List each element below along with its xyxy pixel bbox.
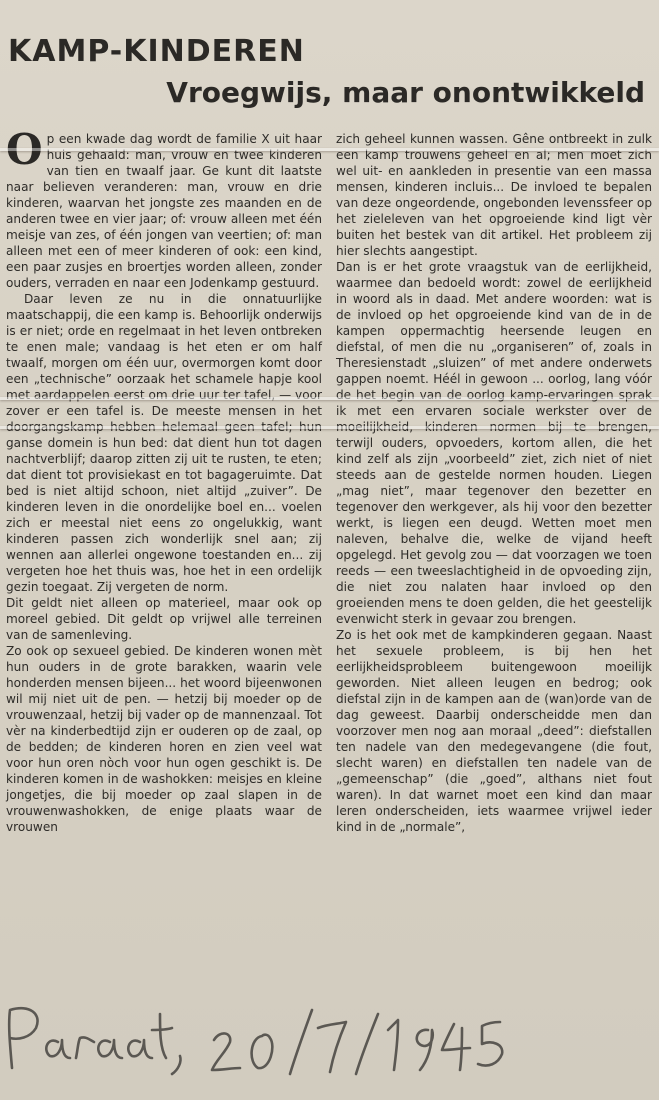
paragraph: Daar leven ze nu in die onnatuurlijke maatschappij, die een kamp is. Behoorlijk onderwijs is er niet; orde en regelmaat in het leven ontbreken te enen male; vandaag is het eten er om half twaalf, morgen om één uur, overmorgen komt door een „technische” oorzaak het schamele hapje kool met aardappelen eerst om drie uur ter tafel, — voor zover er een tafel is. De meeste mensen in het doorgangskamp hebben helemaal geen tafel; hun ganse domein is hun bed: dat dient hun tot dagen nachtverblijf; daarop zitten zij uit te rusten, te eten; dat dient tot provisiekast en tot bagageruimte. Dat bed is niet altijd schoon, niet altijd „zuiver”. De kinderen leven in die onordelijke boel en... voelen zich er meestal niet eens zo ongelukkig, want kinderen passen zich wonderlijk snel aan; zij wennen aan allerlei ongewone toestanden en... zij vergeten hoe het thuis was, hoe het in een ordelijk gezin toegaat. Zij vergeten de norm. — [6, 292, 322, 594]
paper-crease — [0, 148, 659, 151]
subheadline: Vroegwijs, maar onontwikkeld — [166, 76, 645, 109]
headline: KAMP-KINDEREN — [8, 34, 305, 69]
paper-crease — [0, 426, 659, 429]
paragraph: Dan is er het grote vraagstuk van de eerlijkheid, waarmee dan bedoeld wordt: zowel de eerlijkheid in woord als in daad. Met andere woorden: wat is de invloed op het opgroeiende kind van de in de kampen oppermachtig heersende leugen en diefstal, of men die nu „organiseren” of, zoals in Theresienstadt „sluizen” of met andere onderwets gappen noemt. Héél in gewoon ... oorlog, lang vóór de het begin van de oorlog kamp-ervaringen sprak ik met een ervaren sociale werkster over de moeilijkheid, kinderen normen bij te brengen, terwijl ouders, opvoeders, kortom allen, die het kind zelf als zijn „voorbeeld” ziet, zich niet of niet steeds aan de gestelde normen houden. Liegen „mag niet”, maar tegenover den bezetter en tegenover den werkgever, als hij voor den bezetter werkt, is liegen een deugd. Wetten moet men naleven, behalve die, welke de vijand heeft opgelegd. Het gevolg zou — dat voorzagen we toen reeds — een tweeslachtigheid in de opvoeding zijn, die niet zou nalaten haar invloed op den groeienden mens te doen gelden, die het geestelijk evenwicht sterk in gevaar zou brengen. — [336, 260, 652, 626]
handwriting-image — [0, 990, 659, 1080]
article-column-right — [336, 131, 652, 835]
paragraph: Zo ook op sexueel gebied. De kinderen wonen mèt hun ouders in de grote barakken, waarin vele honderden mensen bijeen... het woord bijeenwonen wil mij niet uit de pen. — hetzij bij moeder op de vrouwenzaal, hetzij bij vader op de mannenzaal. Tot vèr na kinderbedtijd zijn er ouderen op de zaal, op de bedden; de kinderen horen en zien veel wat voor hun oren nòch voor hun ogen geschikt is. De kinderen komen in de washokken: meisjes en kleine jongetjes, die bij moeder op zaal slapen in de vrouwenwashokken, de enige plaats waar de vrouwen — [6, 644, 322, 834]
paragraph: Op een kwade dag wordt de familie X uit haar huis gehaald: man, vrouw en twee kinderen van tien en twaalf jaar. Ge kunt dit laatste naar believen veranderen: man, vrouw en drie kinderen, waarvan het jongste zes maanden en de anderen twee en vier jaar; of: vrouw alleen met één meisje van zes, of één jongen van veertien; of: man alleen met een of meer kinderen of ook: een kind, een paar zusjes en broertjes worden alleen, zonder ouders, verraden en naar een Jodenkamp gestuurd. — [6, 125, 322, 290]
paragraph: Zo is het ook met de kampkinderen gegaan. Naast het sexuele probleem, is bij hen het eerlijkheidsprobleem buitengewoon moeilijk geworden. Niet alleen leugen en bedrog; ook diefstal zijn in de kampen aan de (wan)orde van de dag geweest. Daarbij onderscheidde men dan voorzover men nog aan moraal „deed”: diefstallen ten nadele van den medegevangene (die fout, slecht waren) en diefstallen ten nadele van de „gemeenschap” (die „goed”, althans niet fout waren). In dat warnet moet een kind dan maar leren onderscheiden, iets waarmee vrijwel ieder kind in de „normale”, — [336, 628, 652, 834]
paper-crease — [0, 397, 659, 400]
paragraph: Dit geldt niet alleen op materieel, maar ook op moreel gebied. Dit geldt op vrijwel alle terreinen van de samenleving. — [6, 596, 322, 642]
article-column-left — [6, 125, 322, 835]
paragraph: zich geheel kunnen wassen. Gêne ontbreekt in zulk een kamp trouwens geheel en al; men moet zich wel uit- en aankleden in presentie van een massa mensen, kinderen incluis... De invloed te bepalen van deze ongeordende, ongebonden levenssfeer op het zieleleven van het opgroeiende kind ligt vèr buiten het bestek van dit artikel. Het probleem zij hier slechts aangestipt. — [336, 132, 652, 258]
drop-cap: O — [6, 125, 43, 174]
handwritten-source-note — [0, 990, 659, 1080]
